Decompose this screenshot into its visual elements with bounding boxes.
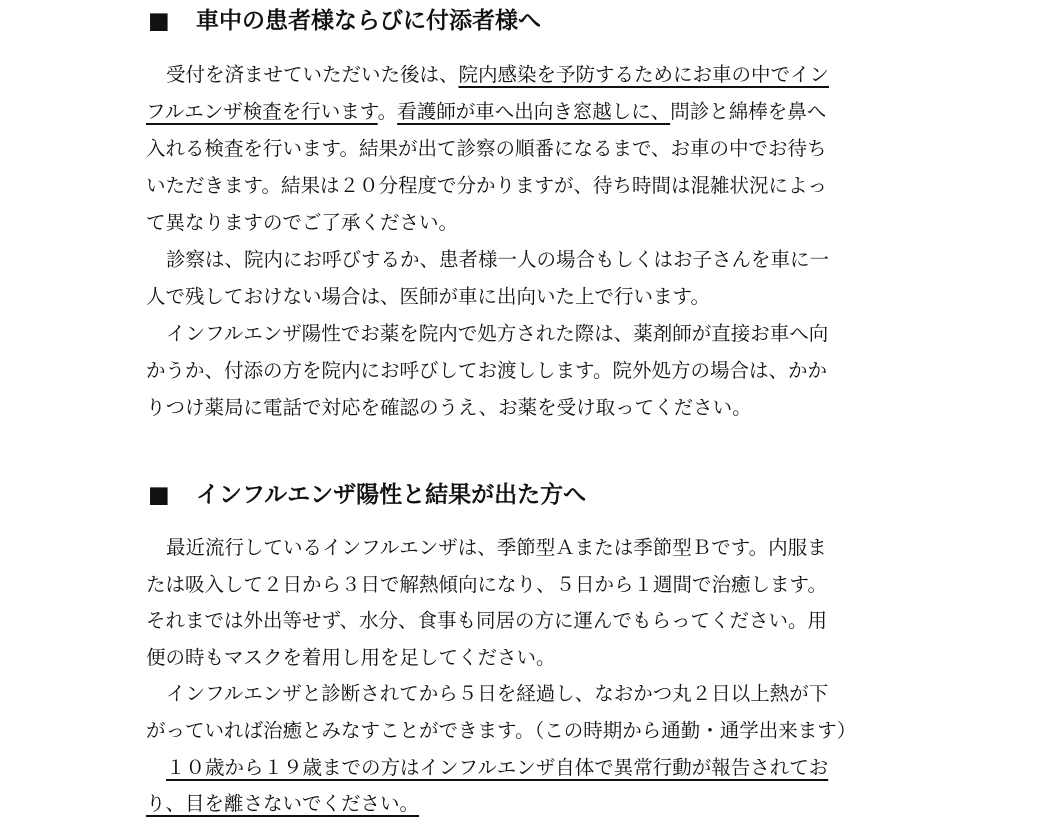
s1-p3-line3: りつけ薬局に電話で対応を確認のうえ、お薬を受け取ってください。: [146, 396, 752, 419]
section1-heading: [148, 6, 541, 36]
s2-p1-line3: それまでは外出等せず、水分、食事も同居の方に運んでもらってください。用: [146, 609, 827, 632]
underlined-text: 院内感染を予防するためにお車の中でイン: [458, 63, 830, 86]
underlined-text: １０歳から１９歳までの方はインフルエンザ自体で異常行動が報告されてお: [166, 756, 829, 779]
section2-title: インフルエンザ陽性と結果が出た方へ: [196, 482, 587, 508]
text-span: 問診と綿棒を鼻へ: [670, 100, 827, 123]
square-bullet-icon: ■: [148, 8, 170, 34]
section1-title: 車中の患者様ならびに付添者様へ: [196, 8, 541, 34]
s1-p1-line1: [166, 60, 829, 90]
s1-p1-line4: いただきます。結果は２０分程度で分かりますが、待ち時間は混雑状況によっ: [146, 174, 827, 197]
s1-p3-line1: インフルエンザ陽性でお薬を院内で処方された際は、薬剤師が直接お車へ向: [166, 322, 829, 345]
s1-p2-line1: 診察は、院内にお呼びするか、患者様一人の場合もしくはお子さんを車に一: [166, 248, 830, 271]
section2-heading: [148, 480, 586, 510]
s2-p1-line2: たは吸入して２日から３日で解熱傾向になり、５日から１週間で治癒します。: [146, 573, 827, 596]
s1-p2-line2: 人で残しておけない場合は、医師が車に出向いた上で行います。: [146, 285, 710, 308]
s2-p1-line1: 最近流行しているインフルエンザは、季節型Ａまたは季節型Ｂです。内服ま: [166, 536, 827, 559]
underlined-text: フルエンザ検査を行います: [146, 100, 378, 123]
s2-p3-line2: [146, 789, 419, 819]
s2-p2-line1: インフルエンザと診断されてから５日を経過し、なおかつ丸２日以上熱が下: [166, 682, 829, 705]
text-span: 受付を済ませていただいた後は、: [166, 63, 459, 86]
s2-p3-line1: [166, 753, 828, 783]
text-span: 。: [377, 100, 398, 123]
underlined-text: 看護師が車へ出向き窓越しに、: [397, 100, 671, 123]
s1-p1-line2: [146, 97, 826, 127]
s2-p1-line4: 便の時もマスクを着用し用を足してください。: [146, 646, 556, 669]
s1-p1-line5: て異なりますのでご了承ください。: [146, 211, 459, 234]
s1-p3-line2: かうか、付添の方を院内にお呼びしてお渡しします。院外処方の場合は、かか: [146, 359, 827, 382]
square-bullet-icon: ■: [148, 482, 170, 508]
s2-p2-line2: がっていれば治癒とみなすことができます。（この時期から通勤・通学出来ます）: [146, 719, 857, 742]
underlined-text: り、目を離さないでください。: [146, 792, 420, 815]
s1-p1-line3: 入れる検査を行います。結果が出て診察の順番になるまで、お車の中でお待ち: [146, 137, 827, 160]
